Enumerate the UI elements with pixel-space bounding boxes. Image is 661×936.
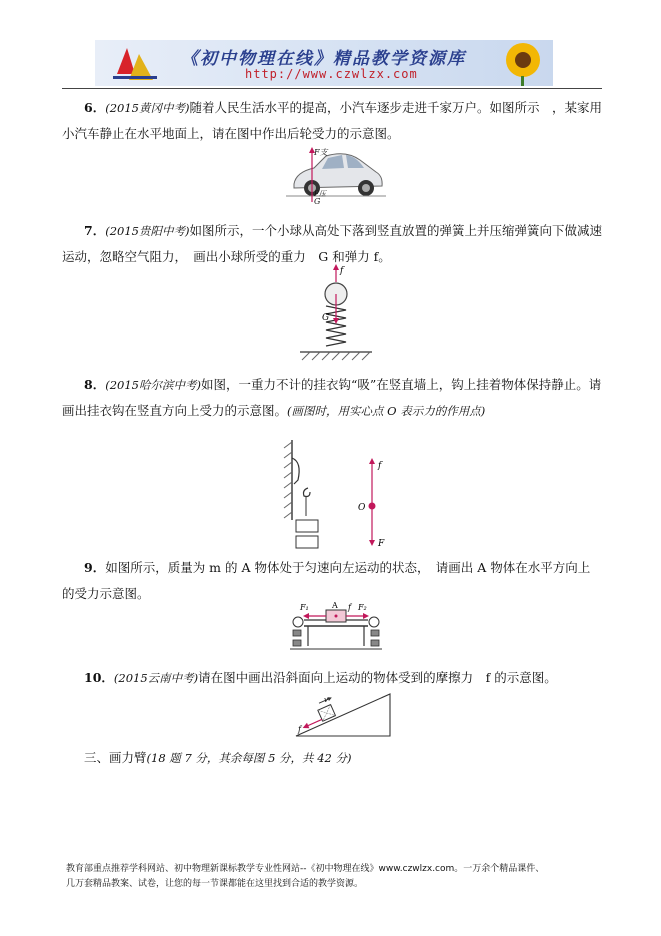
- question-source: (2015黄冈中考): [105, 101, 190, 115]
- footer-line: 几万套精品教案、试卷，让您的每一节课都能在这里找到合适的教学资源。: [66, 879, 364, 889]
- section-label: 三、画力臂: [84, 750, 147, 765]
- incline-friction-label: f: [298, 725, 301, 734]
- question-number: 7．: [84, 223, 106, 238]
- question-6: [62, 95, 602, 146]
- footer-line: 教育部重点推荐学科网站、初中物理新课标教学专业性网站--《初中物理在线》www.czwlzx.com。一万余个精品课件、: [66, 864, 545, 874]
- question-source: (2015哈尔滨中考): [105, 378, 201, 392]
- car-force-label: F支: [314, 148, 328, 157]
- car-gravity-label: G: [314, 197, 321, 206]
- figure-incline: [290, 692, 394, 740]
- pulley-force-label: F₁: [300, 603, 309, 612]
- pulley-force-label: F₂: [358, 603, 367, 612]
- figure-wall-hook: [280, 440, 400, 552]
- pulley-block-label: A: [332, 601, 338, 610]
- figure-pulley-block: [290, 600, 382, 652]
- site-title: 《初中物理在线》精品教学资源库: [181, 49, 466, 69]
- hook-point-label: O: [358, 503, 366, 513]
- ball-gravity-label: G: [322, 313, 330, 323]
- question-9: [62, 555, 602, 606]
- site-url[interactable]: http://www.czwlzx.com: [245, 67, 418, 81]
- hook-friction-label: f: [378, 461, 382, 471]
- sunflower-icon: [483, 40, 553, 86]
- question-10: [62, 665, 602, 691]
- header-banner: [95, 40, 553, 86]
- question-text: 如图，一重力不计的挂衣钩“吸”在竖直墙上，钩上挂着物体保持静止。请画出挂衣钩在竖直方向上受力的示意图。: [62, 377, 602, 418]
- question-text: 如图所示，一个小球从高处下落到竖直放置的弹簧上并压缩弹簧向下做减速运动，忽略空气阻力， 画出小球所受的重力 G 和弹力 f。: [62, 223, 602, 264]
- question-number: 9．: [84, 560, 106, 575]
- figure-car: [286, 144, 386, 206]
- section-note: (18 题 7 分，其余每图 5 分，共 42 分): [146, 751, 352, 765]
- section-heading: [84, 748, 351, 766]
- car-force-label: F压: [314, 190, 326, 198]
- question-note: (画图时，用实心点 O 表示力的作用点): [287, 404, 486, 418]
- site-logo-icon: [95, 40, 175, 86]
- question-text: 如图所示，质量为 m 的 A 物体处于匀速向左运动的状态， 请画出 A 物体在水平方向上的受力示意图。: [62, 560, 591, 601]
- incline-velocity-label: v: [324, 696, 328, 704]
- question-source: (2015云南中考): [113, 671, 199, 685]
- question-number: 8．: [84, 377, 106, 392]
- question-number: 10．: [84, 670, 114, 685]
- header-rule: [62, 88, 602, 89]
- question-source: (2015贵阳中考): [105, 224, 190, 238]
- ball-elastic-label: f: [340, 266, 344, 276]
- question-text: 随着人民生活水平的提高，小汽车逐步走进千家万户。如图所示 ，某家用小汽车静止在水平地面上，请在图中作出后轮受力的示意图。: [62, 100, 602, 141]
- page-footer: [66, 862, 596, 892]
- figure-ball-spring: [300, 264, 372, 362]
- question-text: 请在图中画出沿斜面向上运动的物体受到的摩擦力 f 的示意图。: [198, 670, 557, 685]
- pulley-friction-label: f: [348, 603, 351, 612]
- question-7: [62, 218, 602, 269]
- question-8: [62, 372, 602, 424]
- hook-force-label: F: [378, 539, 385, 549]
- question-number: 6．: [84, 100, 106, 115]
